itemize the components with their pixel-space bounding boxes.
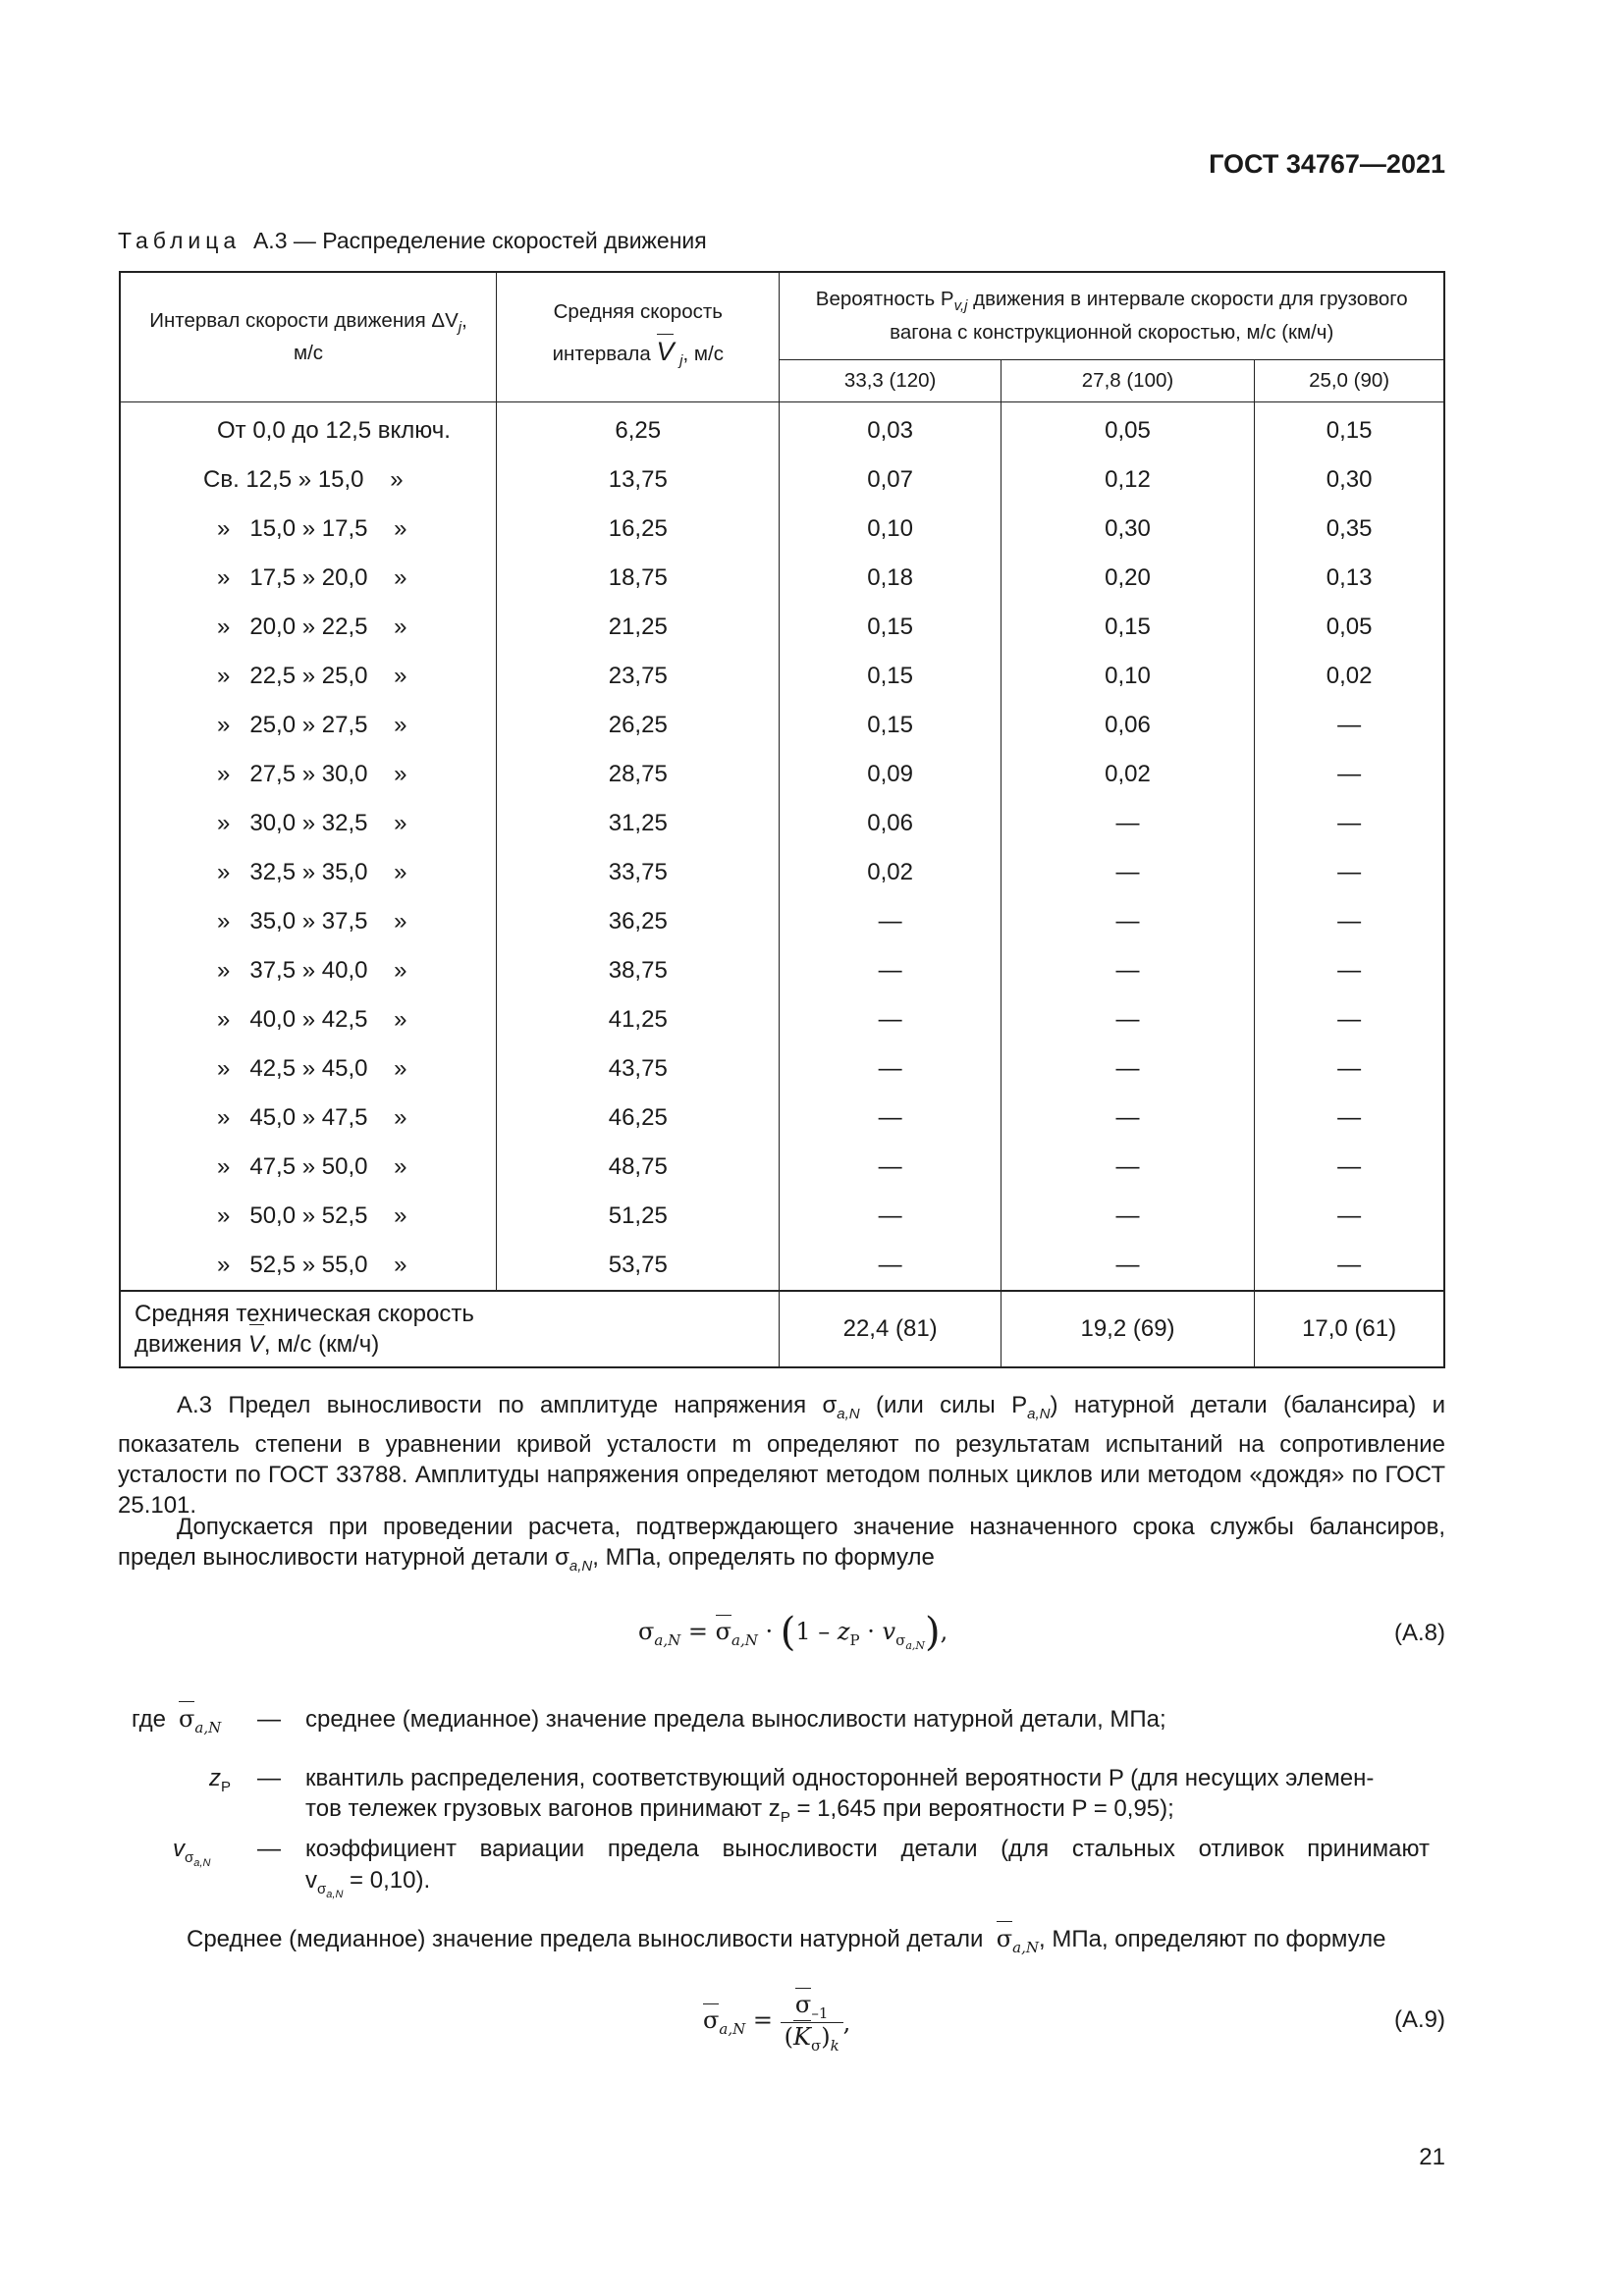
- cell-p2: 0,30: [1001, 505, 1254, 554]
- cell-mean: 13,75: [497, 455, 780, 505]
- cell-p1: —: [780, 897, 1001, 946]
- dash-1: —: [257, 1706, 281, 1733]
- cell-interval: » 17,5 » 20,0 »: [120, 554, 497, 603]
- cell-mean: 31,25: [497, 799, 780, 848]
- def-variation-b: $v_{\sigma_{a,N}} = 0,10$).: [305, 1867, 431, 1900]
- cell-p3: —: [1255, 1044, 1444, 1094]
- cell-interval: » 27,5 » 30,0 »: [120, 750, 497, 799]
- cell-interval: » 30,0 » 32,5 »: [120, 799, 497, 848]
- symbol-zp: $z_P$: [209, 1765, 232, 1795]
- cell-interval: » 40,0 » 42,5 »: [120, 995, 497, 1044]
- dash-3: —: [257, 1836, 281, 1862]
- where-label: где: [132, 1706, 167, 1733]
- cell-p3: —: [1255, 1143, 1444, 1192]
- cell-p1: —: [780, 1192, 1001, 1241]
- cell-p2: 0,12: [1001, 455, 1254, 505]
- cell-p2: —: [1001, 799, 1254, 848]
- cell-interval: Св. 12,5 » 15,0 »: [120, 455, 497, 505]
- cell-p1: 0,06: [780, 799, 1001, 848]
- def-sigma-mean: среднее (медианное) значение предела выносливости натурной детали, МПа;: [305, 1706, 1166, 1733]
- table-row: [120, 455, 1444, 505]
- cell-p3: 0,15: [1255, 406, 1444, 455]
- table-row: [120, 1094, 1444, 1143]
- cell-interval: » 20,0 » 22,5 »: [120, 603, 497, 652]
- cell-interval: » 35,0 » 37,5 »: [120, 897, 497, 946]
- col-header-speed-2: 27,8 (100): [1001, 360, 1254, 402]
- equation-number-a9: (А.9): [1393, 2006, 1445, 2033]
- symbol-sigma-mean: $\sigma_{a,N}$: [179, 1705, 222, 1736]
- footer-value-1: 22,4 (81): [780, 1291, 1001, 1367]
- cell-p2: —: [1001, 897, 1254, 946]
- cell-p2: 0,05: [1001, 406, 1254, 455]
- cell-p1: —: [780, 1094, 1001, 1143]
- table-row: [120, 505, 1444, 554]
- table-row: [120, 1143, 1444, 1192]
- page-number: 21: [1419, 2144, 1445, 2170]
- symbol-variation: $v_{\sigma_{a,N}}$: [173, 1836, 211, 1869]
- cell-p1: 0,07: [780, 455, 1001, 505]
- equation-number-a8: (А.8): [1393, 1620, 1445, 1646]
- cell-mean: 36,25: [497, 897, 780, 946]
- cell-p2: 0,10: [1001, 652, 1254, 701]
- cell-interval: » 22,5 » 25,0 »: [120, 652, 497, 701]
- cell-p2: 0,20: [1001, 554, 1254, 603]
- cell-mean: 43,75: [497, 1044, 780, 1094]
- table-row: [120, 995, 1444, 1044]
- cell-mean: 26,25: [497, 701, 780, 750]
- cell-p2: 0,06: [1001, 701, 1254, 750]
- footer-value-2: 19,2 (69): [1001, 1291, 1254, 1367]
- cell-interval: » 50,0 » 52,5 »: [120, 1192, 497, 1241]
- document-header: ГОСТ 34767—2021: [1209, 149, 1445, 179]
- cell-p1: —: [780, 1241, 1001, 1291]
- cell-interval: » 25,0 » 27,5 »: [120, 701, 497, 750]
- cell-interval: » 47,5 » 50,0 »: [120, 1143, 497, 1192]
- table-row: [120, 799, 1444, 848]
- cell-p1: —: [780, 1143, 1001, 1192]
- table-caption-label: Таблица: [118, 228, 242, 253]
- table-row: [120, 946, 1444, 995]
- cell-interval: » 15,0 » 17,5 »: [120, 505, 497, 554]
- table-row: [120, 1192, 1444, 1241]
- paragraph-a3: А.3 Предел выносливости по амплитуде напряжения $\sigma_{a,N}$ (или силы $P_{a,N}$) натурной детали (балансира) и показатель степени в уравнении кривой усталости m определяют по результатам испытаний на сопротивление усталости по ГОСТ 33788. Амплитуды напряжения определяют методом полных циклов или методом «дождя» по ГОСТ 25.101.: [118, 1392, 1446, 1519]
- cell-p2: 0,15: [1001, 603, 1254, 652]
- cell-p1: 0,10: [780, 505, 1001, 554]
- cell-p1: —: [780, 995, 1001, 1044]
- table-caption-text: А.3 — Распределение скоростей движения: [252, 228, 707, 253]
- cell-p1: 0,15: [780, 603, 1001, 652]
- cell-mean: 48,75: [497, 1143, 780, 1192]
- cell-mean: 38,75: [497, 946, 780, 995]
- cell-interval: » 45,0 » 47,5 »: [120, 1094, 497, 1143]
- cell-mean: 16,25: [497, 505, 780, 554]
- cell-mean: 28,75: [497, 750, 780, 799]
- cell-p2: —: [1001, 1094, 1254, 1143]
- cell-mean: 18,75: [497, 554, 780, 603]
- cell-p2: —: [1001, 848, 1254, 897]
- cell-p1: —: [780, 946, 1001, 995]
- table-footer-row: [120, 1291, 1444, 1367]
- table-row: [120, 603, 1444, 652]
- cell-p3: 0,13: [1255, 554, 1444, 603]
- cell-p1: 0,02: [780, 848, 1001, 897]
- cell-mean: 23,75: [497, 652, 780, 701]
- dash-2: —: [257, 1765, 281, 1791]
- cell-p3: 0,30: [1255, 455, 1444, 505]
- col-header-interval: Интервал скорости движения $\Delta V_j$, м/с: [120, 272, 497, 402]
- footer-label: Средняя техническая скорость движения V, м/с (км/ч): [120, 1291, 780, 1367]
- cell-p1: 0,15: [780, 701, 1001, 750]
- col-header-speed-1: 33,3 (120): [780, 360, 1001, 402]
- cell-p3: 0,35: [1255, 505, 1444, 554]
- cell-p3: 0,02: [1255, 652, 1444, 701]
- cell-p2: —: [1001, 946, 1254, 995]
- cell-p3: —: [1255, 848, 1444, 897]
- cell-p3: —: [1255, 750, 1444, 799]
- cell-p3: —: [1255, 897, 1444, 946]
- formula-a8: $\sigma_{a,N} = \sigma_{a,N} \cdot (1 - z_P \cdot v_{\sigma_{a,N}})$,: [638, 1610, 948, 1655]
- cell-p2: 0,02: [1001, 750, 1254, 799]
- table-row: [120, 1241, 1444, 1291]
- table-row: [120, 652, 1444, 701]
- table-row: [120, 750, 1444, 799]
- col-header-probability: Вероятность $P_{v,j}$ движения в интервале скорости для грузового вагона с конструкционной скоростью, м/с (км/ч): [780, 272, 1444, 360]
- cell-p2: —: [1001, 1241, 1254, 1291]
- cell-interval: От 0,0 до 12,5 включ.: [120, 406, 497, 455]
- cell-p2: —: [1001, 1143, 1254, 1192]
- cell-p3: —: [1255, 1192, 1444, 1241]
- cell-mean: 6,25: [497, 406, 780, 455]
- cell-mean: 41,25: [497, 995, 780, 1044]
- def-variation-a: коэффициент вариации предела выносливости детали (для стальных отливок принимают: [305, 1836, 1430, 1862]
- formula-a9: $\sigma_{a,N}$ = $\frac{\sigma_{-1}}{(K_\sigma)_k}$ ,: [703, 1991, 851, 2055]
- def-zp: квантиль распределения, соответствующий односторонней вероятности P (для несущих элемен- тов тележек грузовых вагонов принимают $z_P = 1,645$ при вероятности P = 0,95);: [305, 1765, 1375, 1826]
- cell-interval: » 52,5 » 55,0 »: [120, 1241, 497, 1291]
- speed-distribution-table: [119, 271, 1445, 1368]
- table-row: [120, 701, 1444, 750]
- table-row: [120, 848, 1444, 897]
- cell-p2: —: [1001, 1192, 1254, 1241]
- cell-p1: —: [780, 1044, 1001, 1094]
- cell-p3: —: [1255, 1241, 1444, 1291]
- paragraph-allowance: Допускается при проведении расчета, подтверждающего значение назначенного срока службы балансиров, предел выносливости натурной детали $\sigma_{a,N}$, МПа, определять по формуле: [118, 1514, 1445, 1575]
- cell-p3: —: [1255, 1094, 1444, 1143]
- cell-p1: 0,09: [780, 750, 1001, 799]
- cell-p1: 0,03: [780, 406, 1001, 455]
- table-caption: [118, 228, 707, 254]
- cell-interval: » 42,5 » 45,0 »: [120, 1044, 497, 1094]
- cell-interval: » 32,5 » 35,0 »: [120, 848, 497, 897]
- cell-p3: —: [1255, 799, 1444, 848]
- col-header-speed-3: 25,0 (90): [1255, 360, 1444, 402]
- cell-p3: —: [1255, 995, 1444, 1044]
- cell-interval: » 37,5 » 40,0 »: [120, 946, 497, 995]
- table-row: [120, 406, 1444, 455]
- cell-mean: 53,75: [497, 1241, 780, 1291]
- paragraph-median: Среднее (медианное) значение предела выносливости натурной детали $\sigma_{a,N}$, МПа, определяют по формуле: [187, 1925, 1386, 1956]
- cell-mean: 46,25: [497, 1094, 780, 1143]
- table-row: [120, 554, 1444, 603]
- table-row: [120, 897, 1444, 946]
- cell-mean: 51,25: [497, 1192, 780, 1241]
- footer-value-3: 17,0 (61): [1255, 1291, 1444, 1367]
- cell-p2: —: [1001, 1044, 1254, 1094]
- cell-p3: —: [1255, 946, 1444, 995]
- cell-p1: 0,18: [780, 554, 1001, 603]
- cell-p1: 0,15: [780, 652, 1001, 701]
- table-row: [120, 1044, 1444, 1094]
- col-header-mean: Средняя скорость интервала V $_j$, м/с: [497, 272, 780, 402]
- cell-mean: 33,75: [497, 848, 780, 897]
- cell-mean: 21,25: [497, 603, 780, 652]
- cell-p3: 0,05: [1255, 603, 1444, 652]
- cell-p3: —: [1255, 701, 1444, 750]
- cell-p2: —: [1001, 995, 1254, 1044]
